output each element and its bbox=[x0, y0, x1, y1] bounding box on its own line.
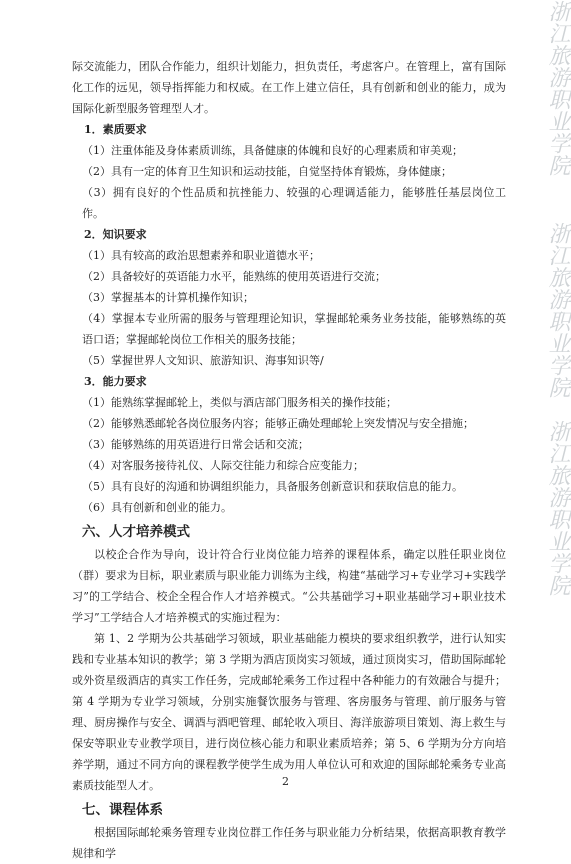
quality-item: （3）拥有良好的个性品质和抗挫能力、较强的心理调适能力，能够胜任基层岗位工作。 bbox=[82, 186, 506, 220]
ability-item: （2）能够熟悉邮轮各岗位服务内容；能够正确处理邮轮上突发情况与安全措施； bbox=[82, 417, 474, 430]
section-6-paragraph: 第 1、2 学期为公共基础学习领域，职业基础能力模块的要求组织教学，进行认知实践和专业基本知识的教学；第 3 学期为酒店顶岗实习领域，通过顶岗实习，借助国际邮轮或外资星级酒店的真实工作任务，完成邮轮乘务工作过程中各种能力的有效融合与提升；第 4 学期为专业学习领域，分别实施餐饮服务与管理、客房服务与管理、前厅服务与管理、厨房操作与安全、调酒与酒吧管理、邮轮收入项目、海洋旅游项目策划、海上救生与保安等职业专业教学项目，进行岗位核心能力和职业素质培养；第 5、6 学期为分方向培养学期，通过不同方向的课程教学使学生成为用人单位认可和欢迎的国际邮轮乘务专业高素质技能型人才。 bbox=[72, 632, 506, 792]
ability-item: （4）对客服务接待礼仪、人际交往能力和综合应变能力； bbox=[82, 459, 364, 472]
knowledge-requirements-heading: 2．知识要求 bbox=[84, 228, 147, 241]
page-number: 2 bbox=[282, 775, 289, 788]
section-7-heading: 七、课程体系 bbox=[82, 802, 163, 818]
ability-requirements-heading: 3．能力要求 bbox=[84, 375, 147, 388]
knowledge-item: （2）具备较好的英语能力水平，能熟练的使用英语进行交流； bbox=[82, 270, 386, 283]
knowledge-item: （4）掌握本专业所需的服务与管理理论知识，掌握邮轮乘务业务技能，能够熟练的英语口语；掌握邮轮岗位工作相关的服务技能； bbox=[82, 312, 506, 346]
quality-item: （1）注重体能及身体素质训练，具备健康的体魄和良好的心理素质和审美观； bbox=[82, 144, 463, 157]
knowledge-item: （1）具有较高的政治思想素养和职业道德水平； bbox=[82, 249, 320, 262]
intro-paragraph-continued: 际交流能力，团队合作能力，组织计划能力，担负责任，考虑客户。在管理上，富有国际化工作的远见，领导指挥能力和权威。在工作上建立信任，具有创新和创业的能力，成为国际化新型服务管理型人才。 bbox=[72, 60, 506, 115]
watermark-school-name-middle: 浙江旅游职业学院 bbox=[545, 222, 570, 398]
quality-item: （2）具有一定的体育卫生知识和运动技能，自觉坚持体育锻炼，身体健康； bbox=[82, 165, 452, 178]
quality-requirements-heading: 1．素质要求 bbox=[84, 123, 147, 136]
ability-item: （6）具有创新和创业的能力。 bbox=[82, 501, 232, 514]
document-body bbox=[72, 56, 506, 864]
ability-item: （1）能熟练掌握邮轮上，类似与酒店部门服务相关的操作技能； bbox=[82, 396, 397, 409]
section-6-heading: 六、人才培养模式 bbox=[82, 524, 190, 540]
ability-item: （3）能够熟练的用英语进行日常会话和交流； bbox=[82, 438, 309, 451]
knowledge-item: （5）掌握世界人文知识、旅游知识、海事知识等/ bbox=[82, 354, 324, 367]
watermark-school-name-top: 浙江旅游职业学院 bbox=[545, 0, 570, 176]
section-7-paragraph: 根据国际邮轮乘务管理专业岗位群工作任务与职业能力分析结果，依据高职教育教学规律和学 bbox=[72, 826, 506, 860]
knowledge-item: （3）掌握基本的计算机操作知识； bbox=[82, 291, 254, 304]
watermark-school-name-bottom: 浙江旅游职业学院 bbox=[545, 420, 570, 596]
ability-item: （5）具有良好的沟通和协调组织能力，具备服务创新意识和获取信息的能力。 bbox=[82, 480, 463, 493]
section-6-paragraph: 以校企合作为导向，设计符合行业岗位能力培养的课程体系，确定以胜任职业岗位（群）要求为目标，职业素质与职业能力训练为主线，构建“基础学习+专业学习+实践学习”的工学结合、校企全程合作人才培养模式。“公共基础学习+职业基础学习+职业技术学习”工学结合人才培养模式的实施过程为： bbox=[72, 548, 506, 624]
